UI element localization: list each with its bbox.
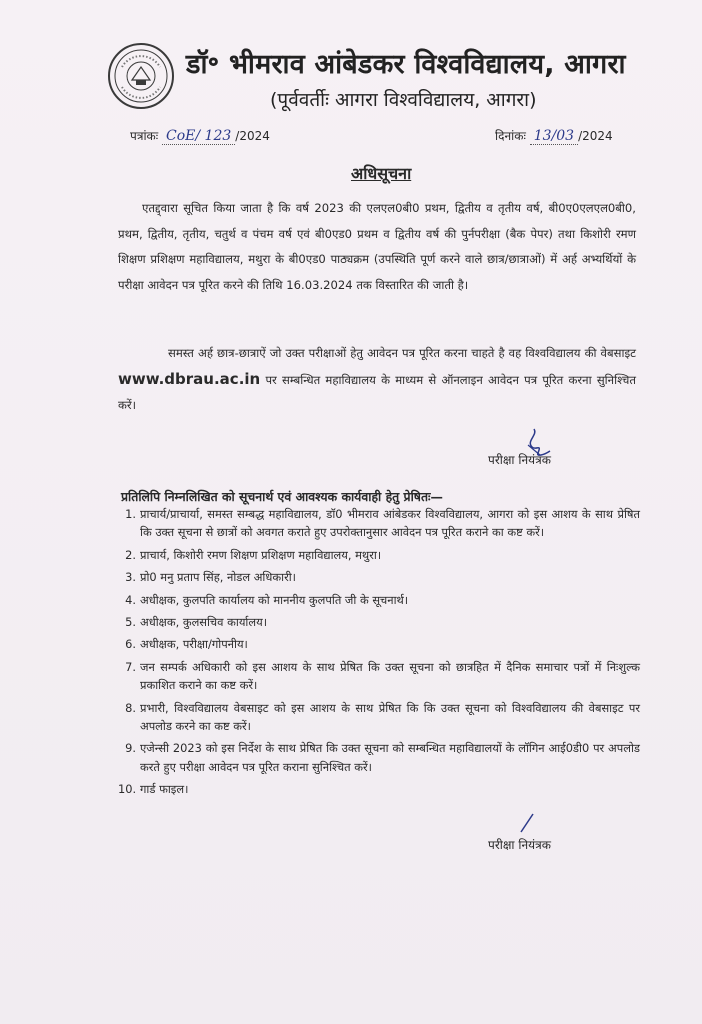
university-title: डॉ॰ भीमराव आंबेडकर विश्वविद्यालय, आगरा (186, 49, 626, 80)
seal-emblem-icon (110, 45, 172, 107)
copy-to-list (118, 505, 640, 803)
reference-label: पत्रांकः (130, 129, 159, 143)
copy-to-heading: प्रतिलिपि निम्नलिखित को सूचनार्थ एवं आवश्यक कार्यवाही हेतु प्रेषितः— (121, 489, 443, 504)
reference-date (495, 127, 613, 144)
website-url: www.dbrau.ac.in (118, 369, 261, 388)
reference-year: /2024 (235, 129, 270, 143)
paragraph-2-intro: समस्त अर्ह छात्र-छात्राऐं जो उक्त परीक्षाओं हेतु आवेदन पत्र पूरित करना चाहते है वह विश्वविद्यालय की वेबसाइट (168, 346, 636, 360)
initial-mark-icon (517, 812, 537, 834)
university-subtitle: (पूर्ववर्तीः आगरा विश्वविद्यालय, आगरा) (270, 89, 537, 111)
list-item: 6. अधीक्षक, परीक्षा/गोपनीय। (125, 637, 248, 652)
list-item: 3. प्रो0 मनु प्रताप सिंह, नोडल अधिकारी। (125, 570, 297, 585)
paragraph-2-outro: पर सम्बन्धित महाविद्यालय के माध्यम से ऑनलाइन आवेदन पत्र पूरित करना सुनिश्चित करें। (118, 372, 636, 413)
university-seal (108, 43, 174, 109)
date-year: /2024 (578, 129, 613, 143)
list-item: 1. प्राचार्य/प्राचार्या, समस्त सम्बद्ध महाविद्यालय, डॉ0 भीमराव आंबेडकर विश्वविद्यालय, आगरा को इस आशय के साथ प्रेषित कि उक्त सूचना से छात्रों को अवगत कराते हुए उपरोक्तानुसार आवेदन पत्र पूरित कराने का कष्ट करें। (125, 507, 640, 540)
notice-paragraph-2 (118, 341, 636, 419)
list-item: 2. प्राचार्य, किशोरी रमण शिक्षण प्रशिक्षण महाविद्यालय, मथुरा। (125, 547, 382, 562)
date-value: 13/03 (530, 128, 578, 145)
list-item: 10. गार्ड फाइल। (118, 782, 189, 797)
list-item: 5. अधीक्षक, कुलसचिव कार्यालय। (125, 615, 268, 630)
notice-title: अधिसूचना (351, 164, 412, 183)
reference-number (130, 127, 270, 144)
notice-paragraph-1: एतद्द्वारा सूचित किया जाता है कि वर्ष 2023 की एलएल0बी0 प्रथम, द्वितीय व तृतीय वर्ष, बी0ए0एलएल0बी0, प्रथम, द्वितीय, तृतीय, चतुर्थ व पंचम वर्ष एवं बी0एड0 प्रथम व द्वितीय वर्ष की पुर्नपरीक्षा (बैक पेपर) तथा किशोरी रमण शिक्षण प्रशिक्षण महाविद्यालय, मथुरा के बी0एड0 पाठ्यक्रम (उपस्थिति पूर्ण करने वाले छात्र/छात्राओं) में अर्ह अभ्यर्थियों के परीक्षा आवेदन पत्र पूरित करने की तिथि 16.03.2024 तक विस्तारित की जाती है। (118, 201, 636, 292)
reference-value: CoE/ 123 (162, 128, 235, 145)
copy-signer-controller-of-exams: परीक्षा नियंत्रक (488, 838, 551, 852)
date-label: दिनांकः (495, 129, 526, 143)
list-item: 7. जन सम्पर्क अधिकारी को इस आशय के साथ प्रेषित कि उक्त सूचना को छात्रहित में दैनिक समाचार पत्रों में निःशुल्क प्रकाशित कराने का कष्ट करें। (125, 659, 640, 693)
list-item: 9. एजेन्सी 2023 को इस निर्देश के साथ प्रेषित कि उक्त सूचना को सम्बन्धित महाविद्यालयों के लॉगिन आई0डी0 पर अपलोड करते हुए परीक्षा आवेदन पत्र पूरित कराना सुनिश्चित करें। (125, 741, 640, 774)
list-item: 8. प्रभारी, विश्वविद्यालय वेबसाइट को इस आशय के साथ प्रेषित कि कि उक्त सूचना को विश्वविद्यालय की वेबसाइट पर अपलोड करने का कष्ट करें। (125, 700, 640, 734)
signer-controller-of-exams: परीक्षा नियंत्रक (488, 453, 551, 467)
list-item: 4. अधीक्षक, कुलपति कार्यालय को माननीय कुलपति जी के सूचनार्थ। (125, 592, 409, 607)
